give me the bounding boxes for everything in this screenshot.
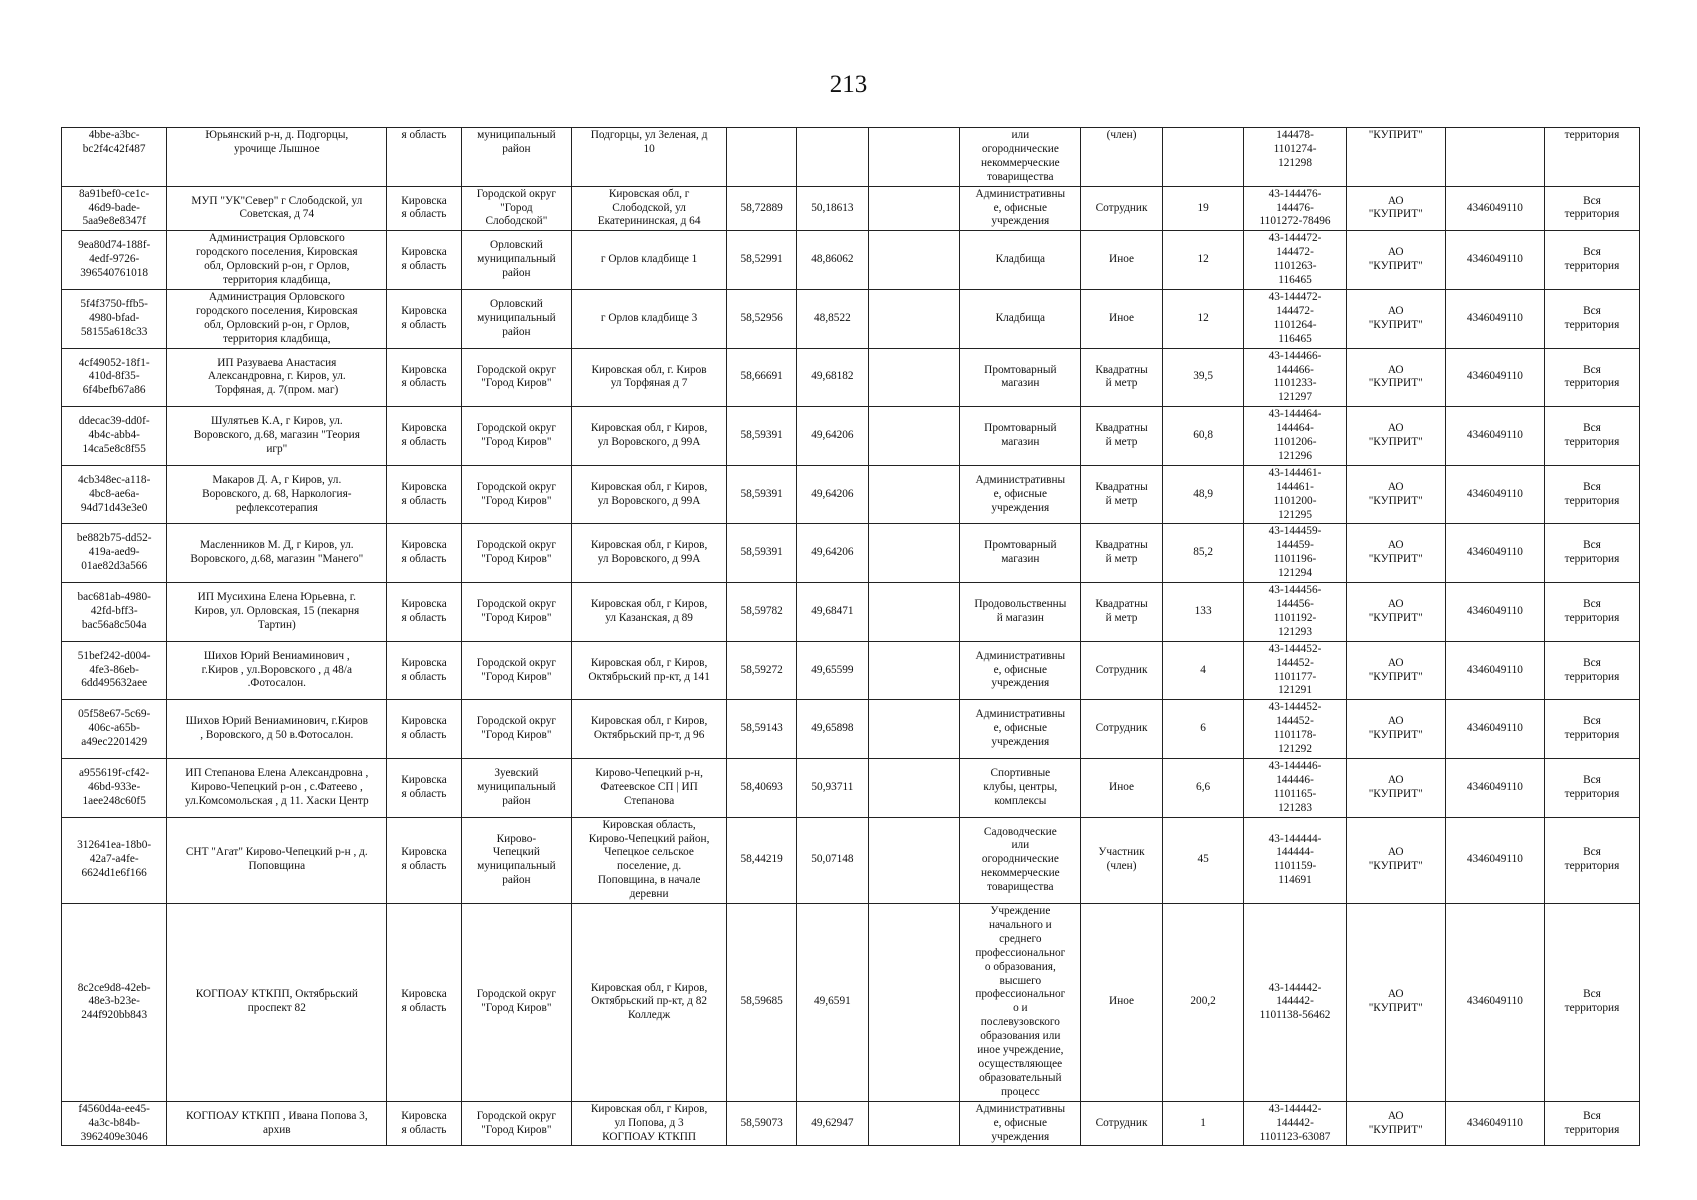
address-cell: Кировская обл, г Киров, Октябрьский пр-т, д 96	[572, 700, 727, 759]
municipality-cell: Зуевский муниципальный район	[461, 758, 572, 817]
empty-cell	[868, 186, 960, 231]
object-category-cell: Административны е, офисные учреждения	[960, 186, 1081, 231]
unit-cell: Сотрудник	[1081, 186, 1163, 231]
registry-code-cell: 43-144442- 144442- 1101123-63087	[1244, 1101, 1346, 1146]
amount-cell: 12	[1162, 289, 1244, 348]
registry-code-cell: 43-144466- 144466- 1101233- 121297	[1244, 348, 1346, 407]
latitude-cell: 58,59143	[727, 700, 797, 759]
inn-cell	[1445, 128, 1544, 187]
longitude-cell: 49,68182	[797, 348, 868, 407]
region-cell: Кировска я область	[387, 407, 461, 466]
latitude-cell: 58,59073	[727, 1101, 797, 1146]
table-row	[62, 231, 1640, 290]
municipality-cell: Городской округ "Город Киров"	[461, 465, 572, 524]
address-cell: Кировская обл, г Киров, Октябрьский пр-кт, д 141	[572, 641, 727, 700]
registry-code-cell: 43-144446- 144446- 1101165- 121283	[1244, 758, 1346, 817]
operator-cell: АО "КУПРИТ"	[1346, 641, 1445, 700]
address-cell: Кировская обл, г Киров, ул Попова, д 3 КОГПОАУ КТКПП	[572, 1101, 727, 1146]
object-id-cell: 9ea80d74-188f- 4edf-9726- 396540761018	[62, 231, 167, 290]
longitude-cell: 49,64206	[797, 407, 868, 466]
longitude-cell: 49,65898	[797, 700, 868, 759]
unit-cell: Квадратны й метр	[1081, 583, 1163, 642]
table-row	[62, 904, 1640, 1102]
longitude-cell: 49,65599	[797, 641, 868, 700]
longitude-cell: 50,93711	[797, 758, 868, 817]
object-category-cell: Учреждение начального и среднего профессиональног о образования, высшего профессиональног о и послевузовского образования или иное учреждение, осуществляющее образовательный процесс	[960, 904, 1081, 1102]
operator-cell: АО "КУПРИТ"	[1346, 289, 1445, 348]
latitude-cell: 58,59272	[727, 641, 797, 700]
waste-source-cell: СНТ "Агат" Кирово-Чепецкий р-н , д. Поповщина	[167, 817, 387, 903]
object-category-cell: Промтоварный магазин	[960, 348, 1081, 407]
amount-cell: 19	[1162, 186, 1244, 231]
object-id-cell: 4bbe-a3bc- bc2f4c42f487	[62, 128, 167, 187]
inn-cell: 4346049110	[1445, 348, 1544, 407]
inn-cell: 4346049110	[1445, 904, 1544, 1102]
latitude-cell: 58,59782	[727, 583, 797, 642]
zone-cell: Вся территория	[1544, 407, 1639, 466]
unit-cell: Сотрудник	[1081, 641, 1163, 700]
registry-code-cell: 144478- 1101274- 121298	[1244, 128, 1346, 187]
zone-cell: Вся территория	[1544, 1101, 1639, 1146]
zone-cell: Вся территория	[1544, 641, 1639, 700]
region-cell: я область	[387, 128, 461, 187]
municipality-cell: Городской округ "Город Киров"	[461, 348, 572, 407]
object-category-cell: Садоводческие или огороднические некоммерческие товарищества	[960, 817, 1081, 903]
latitude-cell	[727, 128, 797, 187]
registry-code-cell: 43-144464- 144464- 1101206- 121296	[1244, 407, 1346, 466]
inn-cell: 4346049110	[1445, 641, 1544, 700]
latitude-cell: 58,52991	[727, 231, 797, 290]
latitude-cell: 58,59391	[727, 524, 797, 583]
latitude-cell: 58,40693	[727, 758, 797, 817]
waste-source-cell: Шихов Юрий Вениаминович, г.Киров , Воровского, д 50 в.Фотосалон.	[167, 700, 387, 759]
operator-cell: АО "КУПРИТ"	[1346, 700, 1445, 759]
registry-code-cell: 43-144459- 144459- 1101196- 121294	[1244, 524, 1346, 583]
address-cell: г Орлов кладбище 1	[572, 231, 727, 290]
registry-code-cell: 43-144476- 144476- 1101272-78496	[1244, 186, 1346, 231]
object-id-cell: 51bef242-d004- 4fe3-86eb- 6dd495632aee	[62, 641, 167, 700]
empty-cell	[868, 641, 960, 700]
waste-source-cell: МУП "УК"Север" г Слободской, ул Советская, д 74	[167, 186, 387, 231]
region-cell: Кировска я область	[387, 1101, 461, 1146]
address-cell: Кировская обл, г Киров, ул Воровского, д 99А	[572, 465, 727, 524]
amount-cell: 48,9	[1162, 465, 1244, 524]
waste-source-cell: Масленников М. Д, г Киров, ул. Воровского, д.68, магазин "Манего"	[167, 524, 387, 583]
empty-cell	[868, 583, 960, 642]
table-row	[62, 524, 1640, 583]
object-category-cell: Кладбища	[960, 231, 1081, 290]
operator-cell: АО "КУПРИТ"	[1346, 904, 1445, 1102]
object-id-cell: f4560d4a-ee45- 4a3c-b84b- 3962409e3046	[62, 1101, 167, 1146]
registry-code-cell: 43-144461- 144461- 1101200- 121295	[1244, 465, 1346, 524]
operator-cell: "КУПРИТ"	[1346, 128, 1445, 187]
inn-cell: 4346049110	[1445, 1101, 1544, 1146]
zone-cell: Вся территория	[1544, 465, 1639, 524]
object-id-cell: 4cf49052-18f1- 410d-8f35- 6f4befb67a86	[62, 348, 167, 407]
address-cell: Кировская обл, г Киров, Октябрьский пр-кт, д 82 Колледж	[572, 904, 727, 1102]
empty-cell	[868, 758, 960, 817]
amount-cell: 60,8	[1162, 407, 1244, 466]
amount-cell: 133	[1162, 583, 1244, 642]
table-row	[62, 465, 1640, 524]
operator-cell: АО "КУПРИТ"	[1346, 186, 1445, 231]
empty-cell	[868, 524, 960, 583]
region-cell: Кировска я область	[387, 817, 461, 903]
object-category-cell: Промтоварный магазин	[960, 524, 1081, 583]
address-cell: Кировская обл, г Киров, ул Казанская, д 89	[572, 583, 727, 642]
region-cell: Кировска я область	[387, 904, 461, 1102]
municipality-cell: Кирово- Чепецкий муниципальный район	[461, 817, 572, 903]
object-id-cell: 8a91bef0-ce1c- 46d9-bade- 5aa9e8e8347f	[62, 186, 167, 231]
longitude-cell: 49,6591	[797, 904, 868, 1102]
inn-cell: 4346049110	[1445, 186, 1544, 231]
registry-code-cell: 43-144456- 144456- 1101192- 121293	[1244, 583, 1346, 642]
address-cell: Кирово-Чепецкий р-н, Фатеевское СП | ИП Степанова	[572, 758, 727, 817]
waste-source-cell: ИП Разуваева Анастасия Александровна, г. Киров, ул. Торфяная, д. 7(пром. маг)	[167, 348, 387, 407]
waste-source-cell: ИП Степанова Елена Александровна , Кирово-Чепецкий р-он , с.Фатеево , ул.Комсомольская , д 11. Хаски Центр	[167, 758, 387, 817]
table-row	[62, 817, 1640, 903]
operator-cell: АО "КУПРИТ"	[1346, 407, 1445, 466]
zone-cell: Вся территория	[1544, 186, 1639, 231]
unit-cell: Иное	[1081, 231, 1163, 290]
region-cell: Кировска я область	[387, 583, 461, 642]
municipality-cell: муниципальный район	[461, 128, 572, 187]
object-category-cell: Продовольственны й магазин	[960, 583, 1081, 642]
inn-cell: 4346049110	[1445, 407, 1544, 466]
municipality-cell: Городской округ "Город Слободской"	[461, 186, 572, 231]
unit-cell: Сотрудник	[1081, 700, 1163, 759]
object-category-cell: Спортивные клубы, центры, комплексы	[960, 758, 1081, 817]
registry-code-cell: 43-144472- 144472- 1101264- 116465	[1244, 289, 1346, 348]
waste-source-cell: КОГПОАУ КТКПП , Ивана Попова 3, архив	[167, 1101, 387, 1146]
latitude-cell: 58,59391	[727, 465, 797, 524]
operator-cell: АО "КУПРИТ"	[1346, 583, 1445, 642]
registry-code-cell: 43-144442- 144442- 1101138-56462	[1244, 904, 1346, 1102]
municipality-cell: Городской округ "Город Киров"	[461, 700, 572, 759]
registry-code-cell: 43-144452- 144452- 1101178- 121292	[1244, 700, 1346, 759]
waste-source-cell: Шулятьев К.А, г Киров, ул. Воровского, д.68, магазин "Теория игр"	[167, 407, 387, 466]
empty-cell	[868, 231, 960, 290]
region-cell: Кировска я область	[387, 700, 461, 759]
longitude-cell: 49,64206	[797, 465, 868, 524]
unit-cell: (член)	[1081, 128, 1163, 187]
unit-cell: Квадратны й метр	[1081, 465, 1163, 524]
address-cell: г Орлов кладбище 3	[572, 289, 727, 348]
latitude-cell: 58,59391	[727, 407, 797, 466]
unit-cell: Иное	[1081, 904, 1163, 1102]
latitude-cell: 58,66691	[727, 348, 797, 407]
object-category-cell: Административны е, офисные учреждения	[960, 1101, 1081, 1146]
object-id-cell: 5f4f3750-ffb5- 4980-bfad- 58155a618c33	[62, 289, 167, 348]
address-cell: Кировская обл, г Киров, ул Воровского, д 99А	[572, 524, 727, 583]
registry-code-cell: 43-144444- 144444- 1101159- 114691	[1244, 817, 1346, 903]
empty-cell	[868, 289, 960, 348]
operator-cell: АО "КУПРИТ"	[1346, 231, 1445, 290]
empty-cell	[868, 904, 960, 1102]
unit-cell: Квадратны й метр	[1081, 524, 1163, 583]
page-number: 213	[829, 71, 868, 98]
amount-cell: 39,5	[1162, 348, 1244, 407]
table-row	[62, 758, 1640, 817]
registry-table	[61, 127, 1640, 1146]
zone-cell: Вся территория	[1544, 289, 1639, 348]
table-row	[62, 186, 1640, 231]
amount-cell	[1162, 128, 1244, 187]
region-cell: Кировска я область	[387, 231, 461, 290]
object-category-cell: Административны е, офисные учреждения	[960, 700, 1081, 759]
empty-cell	[868, 407, 960, 466]
longitude-cell: 49,68471	[797, 583, 868, 642]
longitude-cell	[797, 128, 868, 187]
object-category-cell: Административны е, офисные учреждения	[960, 465, 1081, 524]
inn-cell: 4346049110	[1445, 817, 1544, 903]
inn-cell: 4346049110	[1445, 583, 1544, 642]
waste-source-cell: Администрация Орловского городского поселения, Кировская обл, Орловский р-он, г Орлов, территория кладбища,	[167, 231, 387, 290]
address-cell: Кировская обл, г Киров, ул Воровского, д 99А	[572, 407, 727, 466]
municipality-cell: Городской округ "Город Киров"	[461, 904, 572, 1102]
unit-cell: Участник (член)	[1081, 817, 1163, 903]
region-cell: Кировска я область	[387, 524, 461, 583]
latitude-cell: 58,59685	[727, 904, 797, 1102]
latitude-cell: 58,52956	[727, 289, 797, 348]
waste-source-cell: Администрация Орловского городского поселения, Кировская обл, Орловский р-он, г Орлов, территория кладбища,	[167, 289, 387, 348]
object-id-cell: 4cb348ec-a118- 4bc8-ae6a- 94d71d43e3e0	[62, 465, 167, 524]
object-id-cell: 8c2ce9d8-42eb- 48e3-b23e- 244f920bb843	[62, 904, 167, 1102]
region-cell: Кировска я область	[387, 758, 461, 817]
zone-cell: Вся территория	[1544, 583, 1639, 642]
municipality-cell: Городской округ "Город Киров"	[461, 524, 572, 583]
zone-cell: Вся территория	[1544, 348, 1639, 407]
amount-cell: 12	[1162, 231, 1244, 290]
longitude-cell: 50,18613	[797, 186, 868, 231]
municipality-cell: Орловский муниципальный район	[461, 231, 572, 290]
address-cell: Кировская обл, г. Киров ул Торфяная д 7	[572, 348, 727, 407]
table-row	[62, 700, 1640, 759]
waste-source-cell: Шихов Юрий Вениаминович , г.Киров , ул.Воровского , д 48/а .Фотосалон.	[167, 641, 387, 700]
inn-cell: 4346049110	[1445, 524, 1544, 583]
municipality-cell: Орловский муниципальный район	[461, 289, 572, 348]
zone-cell: Вся территория	[1544, 231, 1639, 290]
municipality-cell: Городской округ "Город Киров"	[461, 583, 572, 642]
object-id-cell: 312641ea-18b0- 42a7-a4fe- 6624d1e6f166	[62, 817, 167, 903]
unit-cell: Иное	[1081, 758, 1163, 817]
inn-cell: 4346049110	[1445, 700, 1544, 759]
empty-cell	[868, 465, 960, 524]
table-row	[62, 641, 1640, 700]
object-category-cell: Административны е, офисные учреждения	[960, 641, 1081, 700]
municipality-cell: Городской округ "Город Киров"	[461, 1101, 572, 1146]
zone-cell: Вся территория	[1544, 700, 1639, 759]
object-id-cell: be882b75-dd52- 419a-aed9- 01ae82d3a566	[62, 524, 167, 583]
waste-source-cell: КОГПОАУ КТКПП, Октябрьский проспект 82	[167, 904, 387, 1102]
table-row	[62, 407, 1640, 466]
operator-cell: АО "КУПРИТ"	[1346, 817, 1445, 903]
unit-cell: Квадратны й метр	[1081, 407, 1163, 466]
operator-cell: АО "КУПРИТ"	[1346, 758, 1445, 817]
municipality-cell: Городской округ "Город Киров"	[461, 641, 572, 700]
operator-cell: АО "КУПРИТ"	[1346, 524, 1445, 583]
operator-cell: АО "КУПРИТ"	[1346, 1101, 1445, 1146]
waste-source-cell: Юрьянский р-н, д. Подгорцы, урочище Лышное	[167, 128, 387, 187]
region-cell: Кировска я область	[387, 289, 461, 348]
empty-cell	[868, 128, 960, 187]
operator-cell: АО "КУПРИТ"	[1346, 465, 1445, 524]
waste-source-cell: ИП Мусихина Елена Юрьевна, г. Киров, ул. Орловская, 15 (пекарня Тартин)	[167, 583, 387, 642]
region-cell: Кировска я область	[387, 465, 461, 524]
zone-cell: Вся территория	[1544, 817, 1639, 903]
municipality-cell: Городской округ "Город Киров"	[461, 407, 572, 466]
amount-cell: 1	[1162, 1101, 1244, 1146]
longitude-cell: 50,07148	[797, 817, 868, 903]
latitude-cell: 58,72889	[727, 186, 797, 231]
longitude-cell: 48,8522	[797, 289, 868, 348]
empty-cell	[868, 348, 960, 407]
amount-cell: 6,6	[1162, 758, 1244, 817]
table-row	[62, 583, 1640, 642]
zone-cell: территория	[1544, 128, 1639, 187]
object-id-cell: ddecac39-dd0f- 4b4c-abb4- 14ca5e8c8f55	[62, 407, 167, 466]
zone-cell: Вся территория	[1544, 904, 1639, 1102]
table-row	[62, 289, 1640, 348]
registry-code-cell: 43-144452- 144452- 1101177- 121291	[1244, 641, 1346, 700]
unit-cell: Сотрудник	[1081, 1101, 1163, 1146]
zone-cell: Вся территория	[1544, 758, 1639, 817]
address-cell: Кировская область, Кирово-Чепецкий район, Чепецкое сельское поселение, д. Поповщина, в начале деревни	[572, 817, 727, 903]
inn-cell: 4346049110	[1445, 231, 1544, 290]
longitude-cell: 49,64206	[797, 524, 868, 583]
zone-cell: Вся территория	[1544, 524, 1639, 583]
table-row	[62, 348, 1640, 407]
amount-cell: 4	[1162, 641, 1244, 700]
object-category-cell: или огороднические некоммерческие товарищества	[960, 128, 1081, 187]
amount-cell: 200,2	[1162, 904, 1244, 1102]
object-category-cell: Кладбища	[960, 289, 1081, 348]
registry-code-cell: 43-144472- 144472- 1101263- 116465	[1244, 231, 1346, 290]
amount-cell: 6	[1162, 700, 1244, 759]
region-cell: Кировска я область	[387, 348, 461, 407]
unit-cell: Квадратны й метр	[1081, 348, 1163, 407]
object-id-cell: 05f58e67-5c69- 406c-a65b- a49ec2201429	[62, 700, 167, 759]
table-row	[62, 128, 1640, 187]
operator-cell: АО "КУПРИТ"	[1346, 348, 1445, 407]
amount-cell: 45	[1162, 817, 1244, 903]
latitude-cell: 58,44219	[727, 817, 797, 903]
unit-cell: Иное	[1081, 289, 1163, 348]
waste-source-cell: Макаров Д. А, г Киров, ул. Воровского, д. 68, Наркология- рефлексотерапия	[167, 465, 387, 524]
inn-cell: 4346049110	[1445, 758, 1544, 817]
object-id-cell: a955619f-cf42- 46bd-933e- 1aee248c60f5	[62, 758, 167, 817]
inn-cell: 4346049110	[1445, 465, 1544, 524]
region-cell: Кировска я область	[387, 641, 461, 700]
empty-cell	[868, 700, 960, 759]
empty-cell	[868, 1101, 960, 1146]
inn-cell: 4346049110	[1445, 289, 1544, 348]
region-cell: Кировска я область	[387, 186, 461, 231]
object-id-cell: bac681ab-4980- 42fd-bff3- bac56a8c504a	[62, 583, 167, 642]
table-row	[62, 1101, 1640, 1146]
address-cell: Кировская обл, г Слободской, ул Екатерининская, д 64	[572, 186, 727, 231]
longitude-cell: 49,62947	[797, 1101, 868, 1146]
empty-cell	[868, 817, 960, 903]
address-cell: Подгорцы, ул Зеленая, д 10	[572, 128, 727, 187]
object-category-cell: Промтоварный магазин	[960, 407, 1081, 466]
amount-cell: 85,2	[1162, 524, 1244, 583]
longitude-cell: 48,86062	[797, 231, 868, 290]
